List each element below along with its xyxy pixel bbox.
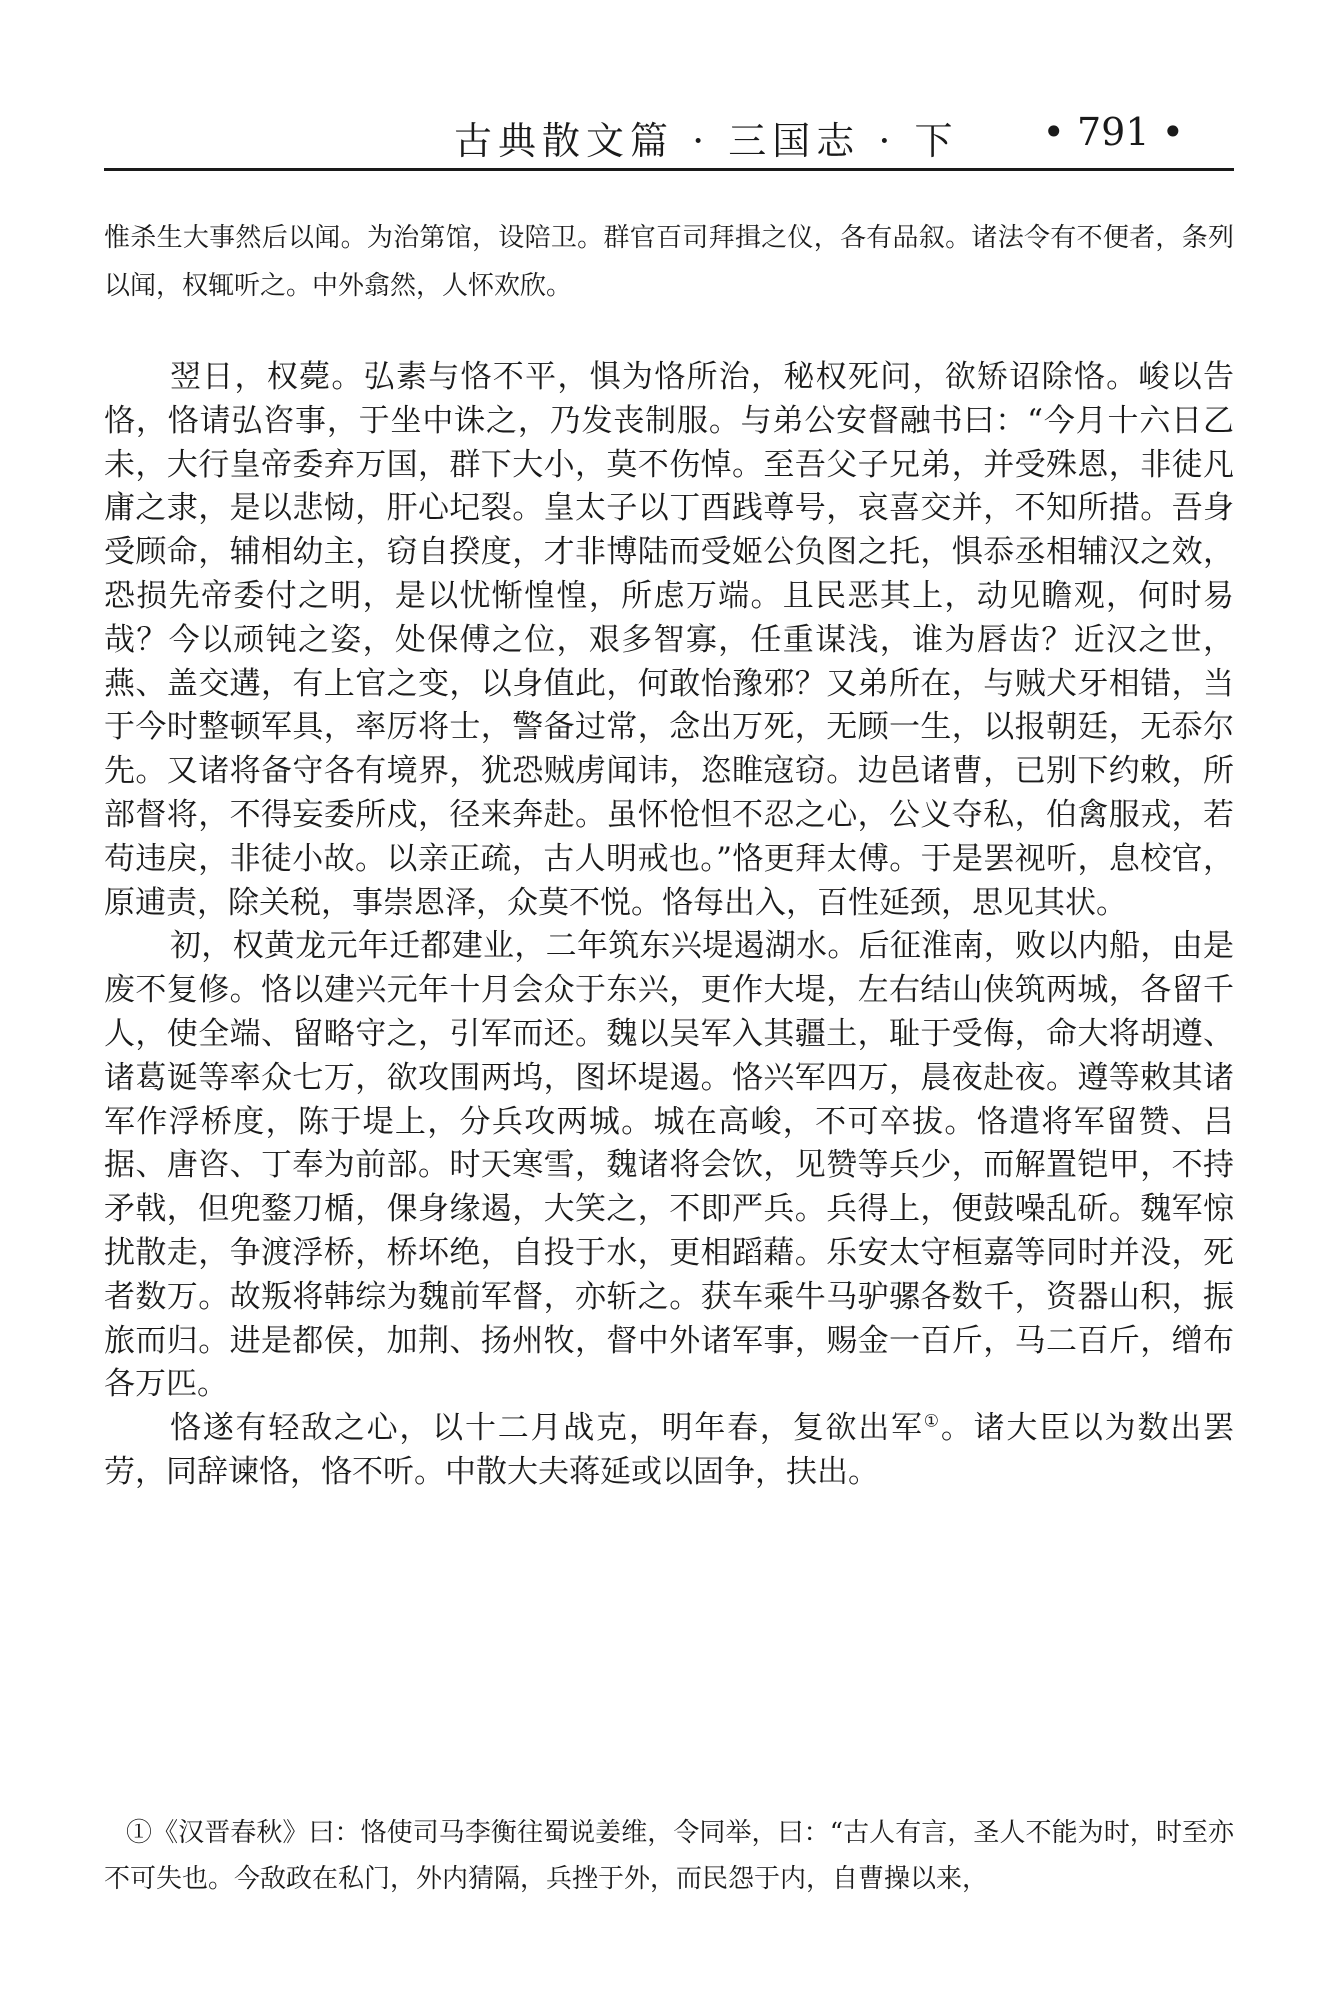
header-rule xyxy=(104,168,1234,171)
page-number: • 791 • xyxy=(1042,110,1184,154)
paragraph: 翌日，权薨。弘素与恪不平，惧为恪所治，秘权死问，欲矫诏除恪。峻以告恪，恪请弘咨事，于坐中诛之，乃发丧制服。与弟公安督融书曰：“今月十六日乙未，大行皇帝委弃万国，群下大小，莫不伤悼。至吾父子兄弟，并受殊恩，非徒凡庸之隶，是以悲恸，肝心圮裂。皇太子以丁酉践尊号，哀喜交并，不知所措。吾身受顾命，辅相幼主，窃自揆度，才非博陆而受姬公负图之托，惧忝丞相辅汉之效，恐损先帝委付之明，是以忧惭惶惶，所虑万端。且民恶其上，动见瞻观，何时易哉？今以顽钝之姿，处保傅之位，艰多智寡，任重谋浅，谁为唇齿？近汉之世，燕、盖交遘，有上官之变，以身值此，何敢怡豫邪？又弟所在，与贼犬牙相错，当于今时整顿军具，率厉将士，警备过常，念出万死，无顾一生，以报朝廷，无忝尔先。又诸将备守各有境界，犹恐贼虏闻讳，恣睢寇窃。边邑诸曹，已别下约敕，所部督将，不得妄委所戍，径来奔赴。虽怀怆怛不忍之心，公义夺私，伯禽服戎，若苟违戾，非徒小故。以亲正疏，古人明戒也。”恪更拜太傅。于是罢视听，息校官，原逋责，除关税，事崇恩泽，众莫不悦。恪每出入，百性延颈，思见其状。 xyxy=(104,359,1234,921)
paragraph-text: 恪遂有轻敌之心，以十二月战克，明年春，复欲出军 xyxy=(170,1410,924,1447)
main-text xyxy=(104,356,1234,1495)
paragraph-text: 。诸大臣以为数出罢劳，同辞谏恪，恪不听。中散大夫蒋延或以固争，扶出。 xyxy=(104,1410,1234,1490)
paragraph-with-note xyxy=(104,1407,1234,1495)
footnote: ①《汉晋春秋》曰：恪使司马李衡往蜀说姜维，令同举，曰：“古人有言，圣人不能为时，时至亦不可失也。今敌政在私门，外内猜隔，兵挫于外，而民怨于内，自曹操以来， xyxy=(104,1818,1234,1894)
page-header xyxy=(104,110,1234,170)
paragraph: 初，权黄龙元年迁都建业，二年筑东兴堤遏湖水。后征淮南，败以内船，由是废不复修。恪以建兴元年十月会众于东兴，更作大堤，左右结山侠筑两城，各留千人，使全端、留略守之，引军而还。魏以吴军入其疆土，耻于受侮，命大将胡遵、诸葛诞等率众七万，欲攻围两坞，图坏堤遏。恪兴军四万，晨夜赴夜。遵等敕其诸军作浮桥度，陈于堤上，分兵攻两城。城在高峻，不可卒拔。恪遣将军留赞、吕据、唐咨、丁奉为前部。时天寒雪，魏诸将会饮，见赞等兵少，而解置铠甲，不持矛戟，但兜鍪刀楯，倮身缘遏，大笑之，不即严兵。兵得上，便鼓噪乱斫。魏军惊扰散走，争渡浮桥，桥坏绝，自投于水，更相蹈藉。乐安太守桓嘉等同时并没，死者数万。故叛将韩综为魏前军督，亦斩之。获车乘牛马驴骡各数千，资器山积，振旅而归。进是都侯，加荆、扬州牧，督中外诸军事，赐金一百斤，马二百斤，缯布各万匹。 xyxy=(104,928,1234,1403)
continued-paragraph: 惟杀生大事然后以闻。为治第馆，设陪卫。群官百司拜揖之仪，各有品叙。诸法令有不便者，条列以闻，权辄听之。中外翕然，人怀欢欣。 xyxy=(104,223,1234,301)
running-title: 古典散文篇 · 三国志 · 下 xyxy=(454,119,959,163)
footnote-reference: ① xyxy=(923,1411,941,1432)
